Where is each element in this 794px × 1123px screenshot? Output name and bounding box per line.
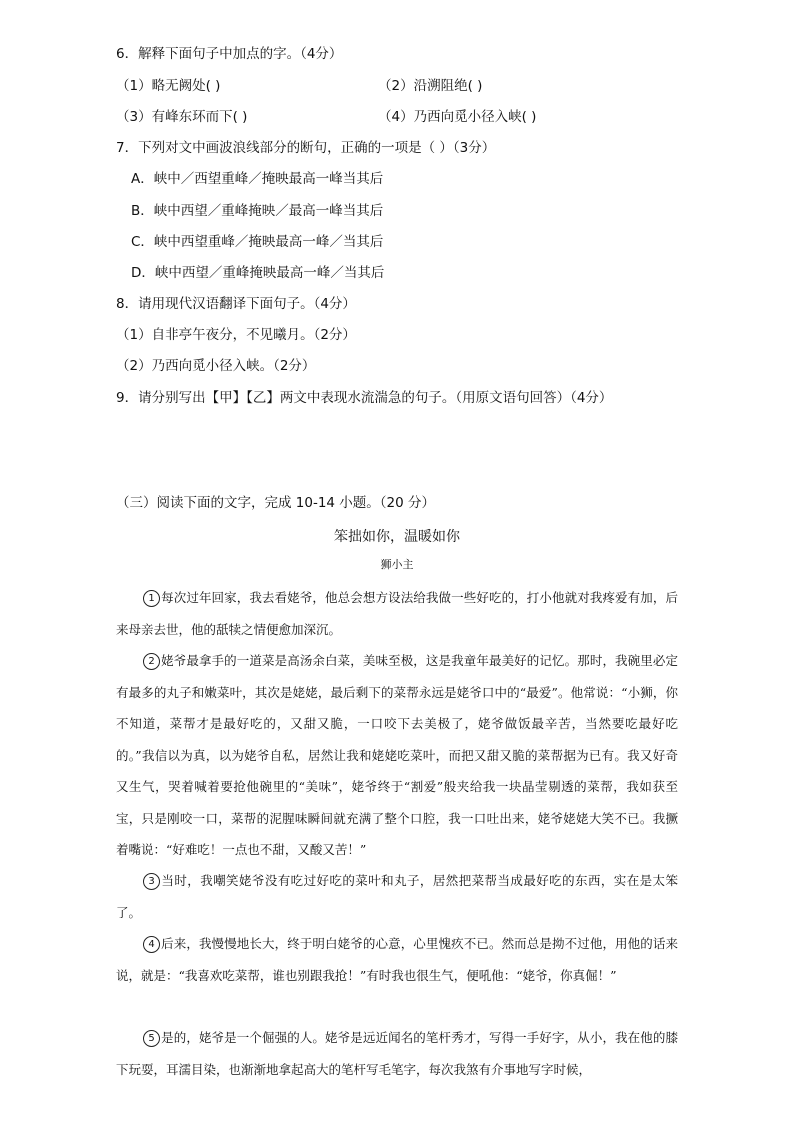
question-7-option-b: B．峡中西望／重峰掩映／最高一峰当其后 [131,203,384,219]
paragraph-5-text: 是的，姥爷是一个倔强的人。姥爷是远近闻名的笔杆秀才，写得一手好字，从小，我在他的膝下玩耍，耳濡目染，也渐渐地拿起高大的笔杆写毛笔字，每次我煞有介事地写字时候， [116,1030,678,1077]
question-9-stem: 9．请分别写出【甲】【乙】两文中表现水流湍急的句子。（用原文语句回答）（4分） [116,390,613,406]
paragraph-5 [116,1022,678,1085]
paragraph-4-text: 后来，我慢慢地长大，终于明白姥爷的心意，心里愧疚不已。然而总是拗不过他，用他的话来说，就是：“我喜欢吃菜帮，谁也别跟我抢！”有时我也很生气，便吼他：“姥爷，你真倔！” [116,936,678,983]
paragraph-1-text: 每次过年回家，我去看姥爷，他总会想方设法给我做一些好吃的，打小他就对我疼爱有加，后来母亲去世，他的舐犊之情便愈加深沉。 [116,590,678,637]
paragraph-number-4: 4 [143,936,160,953]
article-author: 狮小主 [380,558,414,571]
paragraph-4 [116,928,678,991]
question-7-option-c: C．峡中西望重峰／掩映最高一峰／当其后 [131,234,384,250]
question-6-item-3: （3）有峰东环而下( ) [116,109,248,125]
paragraph-2-text: 姥爷最拿手的一道菜是高汤余白菜，美味至极，这是我童年最美好的记忆。那时，我碗里必定有最多的丸子和嫩菜叶，其次是姥姥，最后剩下的菜帮永远是姥爷口中的“最爱”。他常说：“小狮，你不知道，菜帮才是最好吃的，又甜又脆，一口咬下去美极了，姥爷做饭最辛苦，当然要吃最好吃的。”我信以为真，以为姥爷自私，居然让我和姥姥吃菜叶，而把又甜又脆的菜帮据为已有。我又好奇又生气，哭着喊着要抢他碗里的“美味”，姥爷终于“割爱”般夹给我一块晶莹剔透的菜帮，我如获至宝，只是刚咬一口，菜帮的泥腥味瞬间就充满了整个口腔，我一口吐出来，姥爷姥姥大笑不已。我撅着嘴说：“好难吃！一点也不甜，又酸又苦！” [116,653,678,857]
question-6-stem: 6．解释下面句子中加点的字。（4分） [116,46,343,62]
question-6-item-4: （4）乃西向觅小径入峡( ) [378,109,537,125]
question-7-option-d: D．峡中西望／重峰掩映最高一峰／当其后 [131,265,385,281]
paragraph-1 [116,582,678,645]
question-7-option-a: A．峡中／西望重峰／掩映最高一峰当其后 [131,171,384,187]
paragraph-number-5: 5 [143,1030,160,1047]
question-6-item-2: （2）沿溯阻绝( ) [378,78,483,94]
question-6-item-1: （1）略无阙处( ) [116,78,221,94]
paragraph-number-3: 3 [143,873,160,890]
article-title: 笨拙如你，温暖如你 [334,529,460,545]
paragraph-number-1: 1 [143,590,160,607]
paragraph-3-text: 当时，我嘲笑姥爷没有吃过好吃的菜叶和丸子，居然把菜帮当成最好吃的东西，实在是太笨了。 [116,873,678,920]
question-8-item-2: （2）乃西向觅小径入峡。（2分） [116,358,316,374]
paragraph-3 [116,865,678,928]
section-3-heading: （三）阅读下面的文字，完成 10-14 小题。（20 分） [116,495,436,511]
question-7-stem: 7．下列对文中画波浪线部分的断句，正确的一项是（ ）（3分） [116,140,496,156]
question-8-item-1: （1）自非亭午夜分，不见曦月。（2分） [116,327,356,343]
paragraph-2 [116,645,678,866]
paragraph-number-2: 2 [143,653,160,670]
question-8-stem: 8．请用现代汉语翻译下面句子。（4分） [116,296,356,312]
